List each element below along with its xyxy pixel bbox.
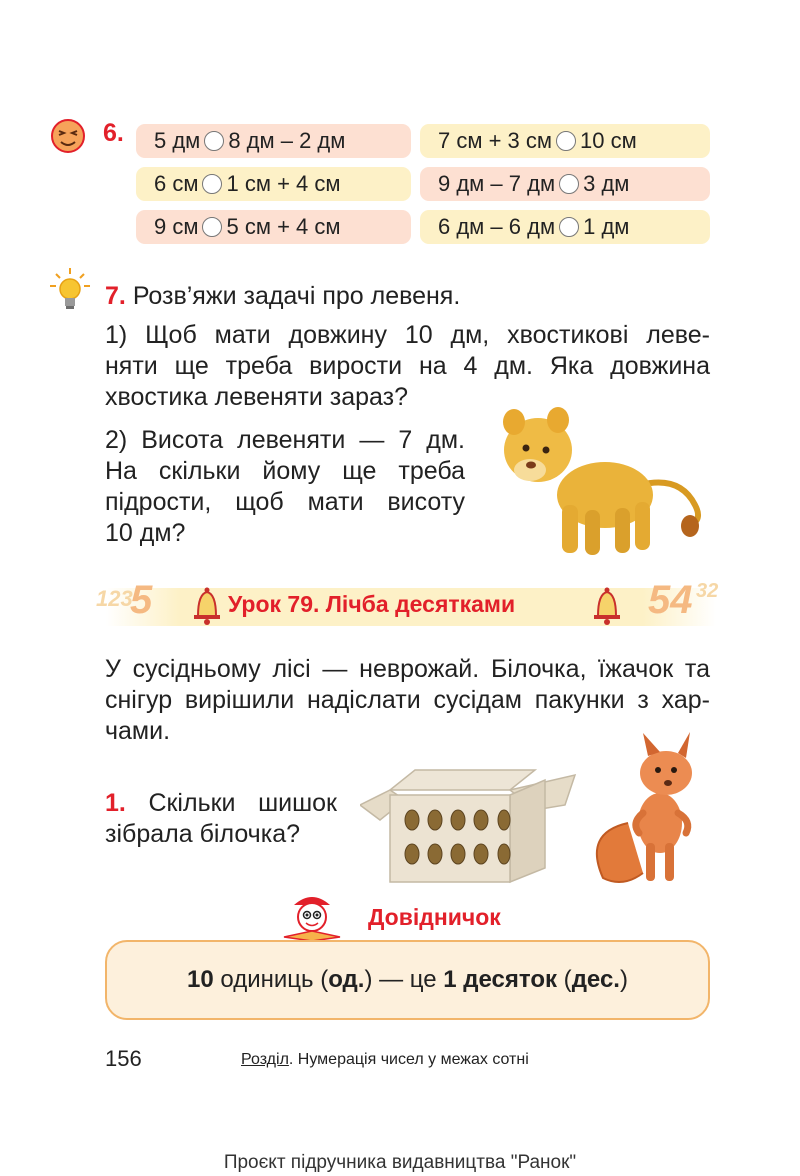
comparison-circle[interactable] [559, 174, 579, 194]
pinecone-box-illustration [360, 750, 590, 890]
task-7-problem-2-line: 2) Висота левеняти — 7 дм. [105, 426, 465, 454]
project-caption: Проєкт підручника видавництва "Ранок" [223, 1152, 577, 1173]
comparison-cell: 6 см 1 см + 4 см [136, 167, 411, 201]
task-7-problem-2-line: 10 дм? [105, 519, 186, 547]
page-number: 156 [105, 1046, 142, 1071]
decorative-numbers-right: 54 32 [648, 578, 719, 622]
task-7-problem-2-line: На скільки йому ще треба [105, 457, 465, 485]
reader-mascot-icon [280, 893, 346, 943]
lesson-title: Урок 79. Лічба десятками [228, 591, 516, 617]
task-7-problem-2-line: підрости, щоб мати висоту [105, 488, 465, 516]
task-1-line: 1. Скільки шишок [105, 789, 337, 817]
lightbulb-icon [48, 266, 92, 316]
comparison-circle[interactable] [556, 131, 576, 151]
bell-icon [190, 584, 224, 626]
comparison-circle[interactable] [202, 174, 222, 194]
reference-heading: Довідничок [368, 904, 501, 930]
task-6-number: 6. [103, 119, 124, 147]
intro-line: чами. [105, 717, 171, 745]
section-caption: Розділ. Нумерація чисел у межах сотні [241, 1051, 529, 1068]
reference-box [105, 940, 710, 1020]
comparison-circle[interactable] [559, 217, 579, 237]
comparison-circle[interactable] [204, 131, 224, 151]
comparison-cell: 7 см + 3 см 10 см [420, 124, 710, 158]
intro-line: снігур вирішили надіслати сусідам пакунки з хар- [105, 686, 710, 714]
squirrel-illustration [588, 728, 718, 888]
reference-rule: 10 одиниць (од.) — це 1 десяток (дес.) [187, 966, 628, 993]
comparison-cell: 6 дм – 6 дм 1 дм [420, 210, 710, 244]
bell-icon [590, 584, 624, 626]
intro-line: У сусідньому лісі — неврожай. Білочка, їжачок та [105, 655, 710, 683]
comparison-circle[interactable] [202, 217, 222, 237]
comparison-cell: 5 дм 8 дм – 2 дм [136, 124, 411, 158]
task-7-problem-1-line: хвостика левеняти зараз? [105, 383, 409, 411]
task-7-heading: 7. Розв’яжи задачі про левеня. [105, 282, 461, 310]
lion-cub-illustration [490, 390, 715, 570]
decorative-numbers-left: 123 5 [96, 578, 153, 622]
task-7-problem-1-line: 1) Щоб мати довжину 10 дм, хвостикові леве- [105, 321, 710, 349]
task-1-line: зібрала білочка? [105, 820, 300, 848]
smiley-icon [50, 118, 86, 154]
comparison-cell: 9 см 5 см + 4 см [136, 210, 411, 244]
task-7-problem-1-line: няти ще треба вирости на 4 дм. Яка довжина [105, 352, 710, 380]
comparison-cell: 9 дм – 7 дм 3 дм [420, 167, 710, 201]
